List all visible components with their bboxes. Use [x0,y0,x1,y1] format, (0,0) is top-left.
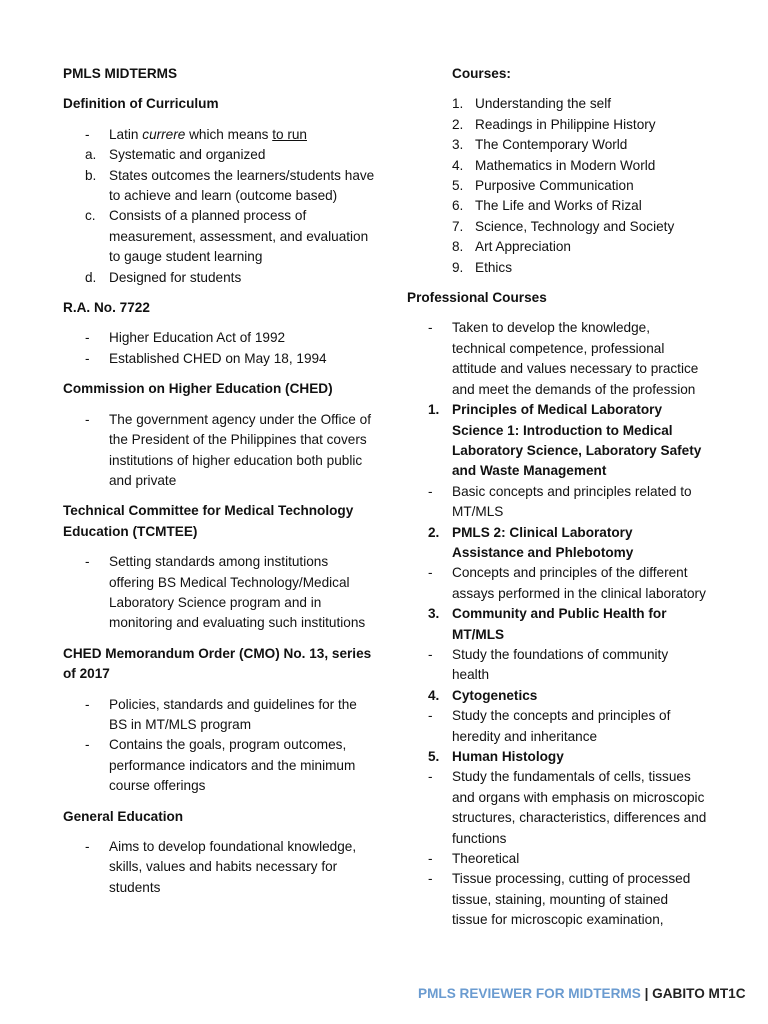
prof-course-note: - Study the fundamentals of cells, tissues and organs with emphasis on microscopic structures, characteristics, differences and functions [428,769,707,846]
courses-heading: Courses: [452,66,511,81]
prof-course-note: - Study the concepts and principles of heredity and inheritance [428,708,671,744]
prof-course-title: 1. Principles of Medical Laboratory Science 1: Introduction to Medical Laboratory Science, Laboratory Safety and Waste Management [428,402,702,479]
ched-list [63,410,375,492]
list-item: - Policies, standards and guidelines for the BS in MT/MLS program [85,696,357,732]
list-item: - Aims to develop foundational knowledge, skills, values and habits necessary for students [85,839,357,895]
ched-heading: Commission on Higher Education (CHED) [63,381,333,397]
definition-heading: Definition of Curriculum [63,96,219,112]
left-column [63,64,375,908]
ra-list [63,328,375,369]
prof-course-title: 3. Community and Public Health for MT/MLS [428,606,667,642]
doc-title: PMLS MIDTERMS [63,66,178,81]
definition-item: a. Systematic and organized [85,147,266,163]
prof-course-note: - Tissue processing, cutting of processed tissue, staining, mounting of stained tissue for microscopic examination, [428,871,691,928]
prof-course-title: 5. Human Histology [428,749,564,764]
list-item: - Contains the goals, program outcomes, performance indicators and the minimum course offerings [85,737,356,794]
course-item: 2. Readings in Philippine History [452,116,656,132]
gened-heading: General Education [63,808,184,824]
gened-list [63,837,375,898]
prof-course-note: - Theoretical [428,851,520,867]
course-item: 8. Art Appreciation [452,239,571,255]
page-footer [418,984,746,1004]
course-item: 9. Ethics [452,259,513,275]
prof-course-title: 4. Cytogenetics [428,687,538,703]
footer-title: PMLS REVIEWER FOR MIDTERMS [418,986,641,1001]
course-item: 7. Science, Technology and Society [452,218,675,234]
professional-heading: Professional Courses [407,290,547,306]
tcmtee-list [63,552,375,634]
professional-intro: - Taken to develop the knowledge, technical competence, professional attitude and values necessary to practice and meet the demands of the profession [428,320,699,397]
tcmtee-heading: Technical Committee for Medical Technology Education (TCMTEE) [63,503,354,539]
prof-course-title: 2. PMLS 2: Clinical Laboratory Assistance and Phlebotomy [428,524,634,560]
prof-course-note: - Concepts and principles of the different assays performed in the clinical laboratory [428,565,706,601]
footer-author: GABITO MT1C [652,986,746,1001]
list-item: - Established CHED on May 18, 1994 [85,350,327,366]
cmo-list [63,695,375,797]
definition-item: d. Designed for students [85,269,242,285]
course-item: 4. Mathematics in Modern World [452,157,656,173]
list-item: - Higher Education Act of 1992 [85,330,286,346]
list-item: - Setting standards among institutions offering BS Medical Technology/Medical Laboratory Science program and in monitoring and evaluating such institutions [85,554,366,631]
course-item: 5. Purposive Communication [452,178,634,194]
cmo-heading: CHED Memorandum Order (CMO) No. 13, series of 2017 [63,645,372,682]
definition-item: c. Consists of a planned process of measurement, assessment, and evaluation to gauge student learning [85,208,369,265]
prof-course-note: - Study the foundations of community health [428,646,669,683]
course-item: 1. Understanding the self [452,96,612,112]
course-item: 6. The Life and Works of Rizal [452,198,642,214]
right-column [407,64,707,931]
definition-item: b. States outcomes the learners/students have to achieve and learn (outcome based) [85,167,375,204]
list-item: - The government agency under the Office of the President of the Philippines that covers institutions of higher education both public and private [85,411,371,488]
definition-intro: - Latin currere which means to run [85,126,307,142]
footer-separator: | [640,986,653,1001]
course-item: 3. The Contemporary World [452,137,628,153]
prof-course-note: - Basic concepts and principles related to MT/MLS [428,483,692,520]
ra-heading: R.A. No. 7722 [63,300,150,316]
